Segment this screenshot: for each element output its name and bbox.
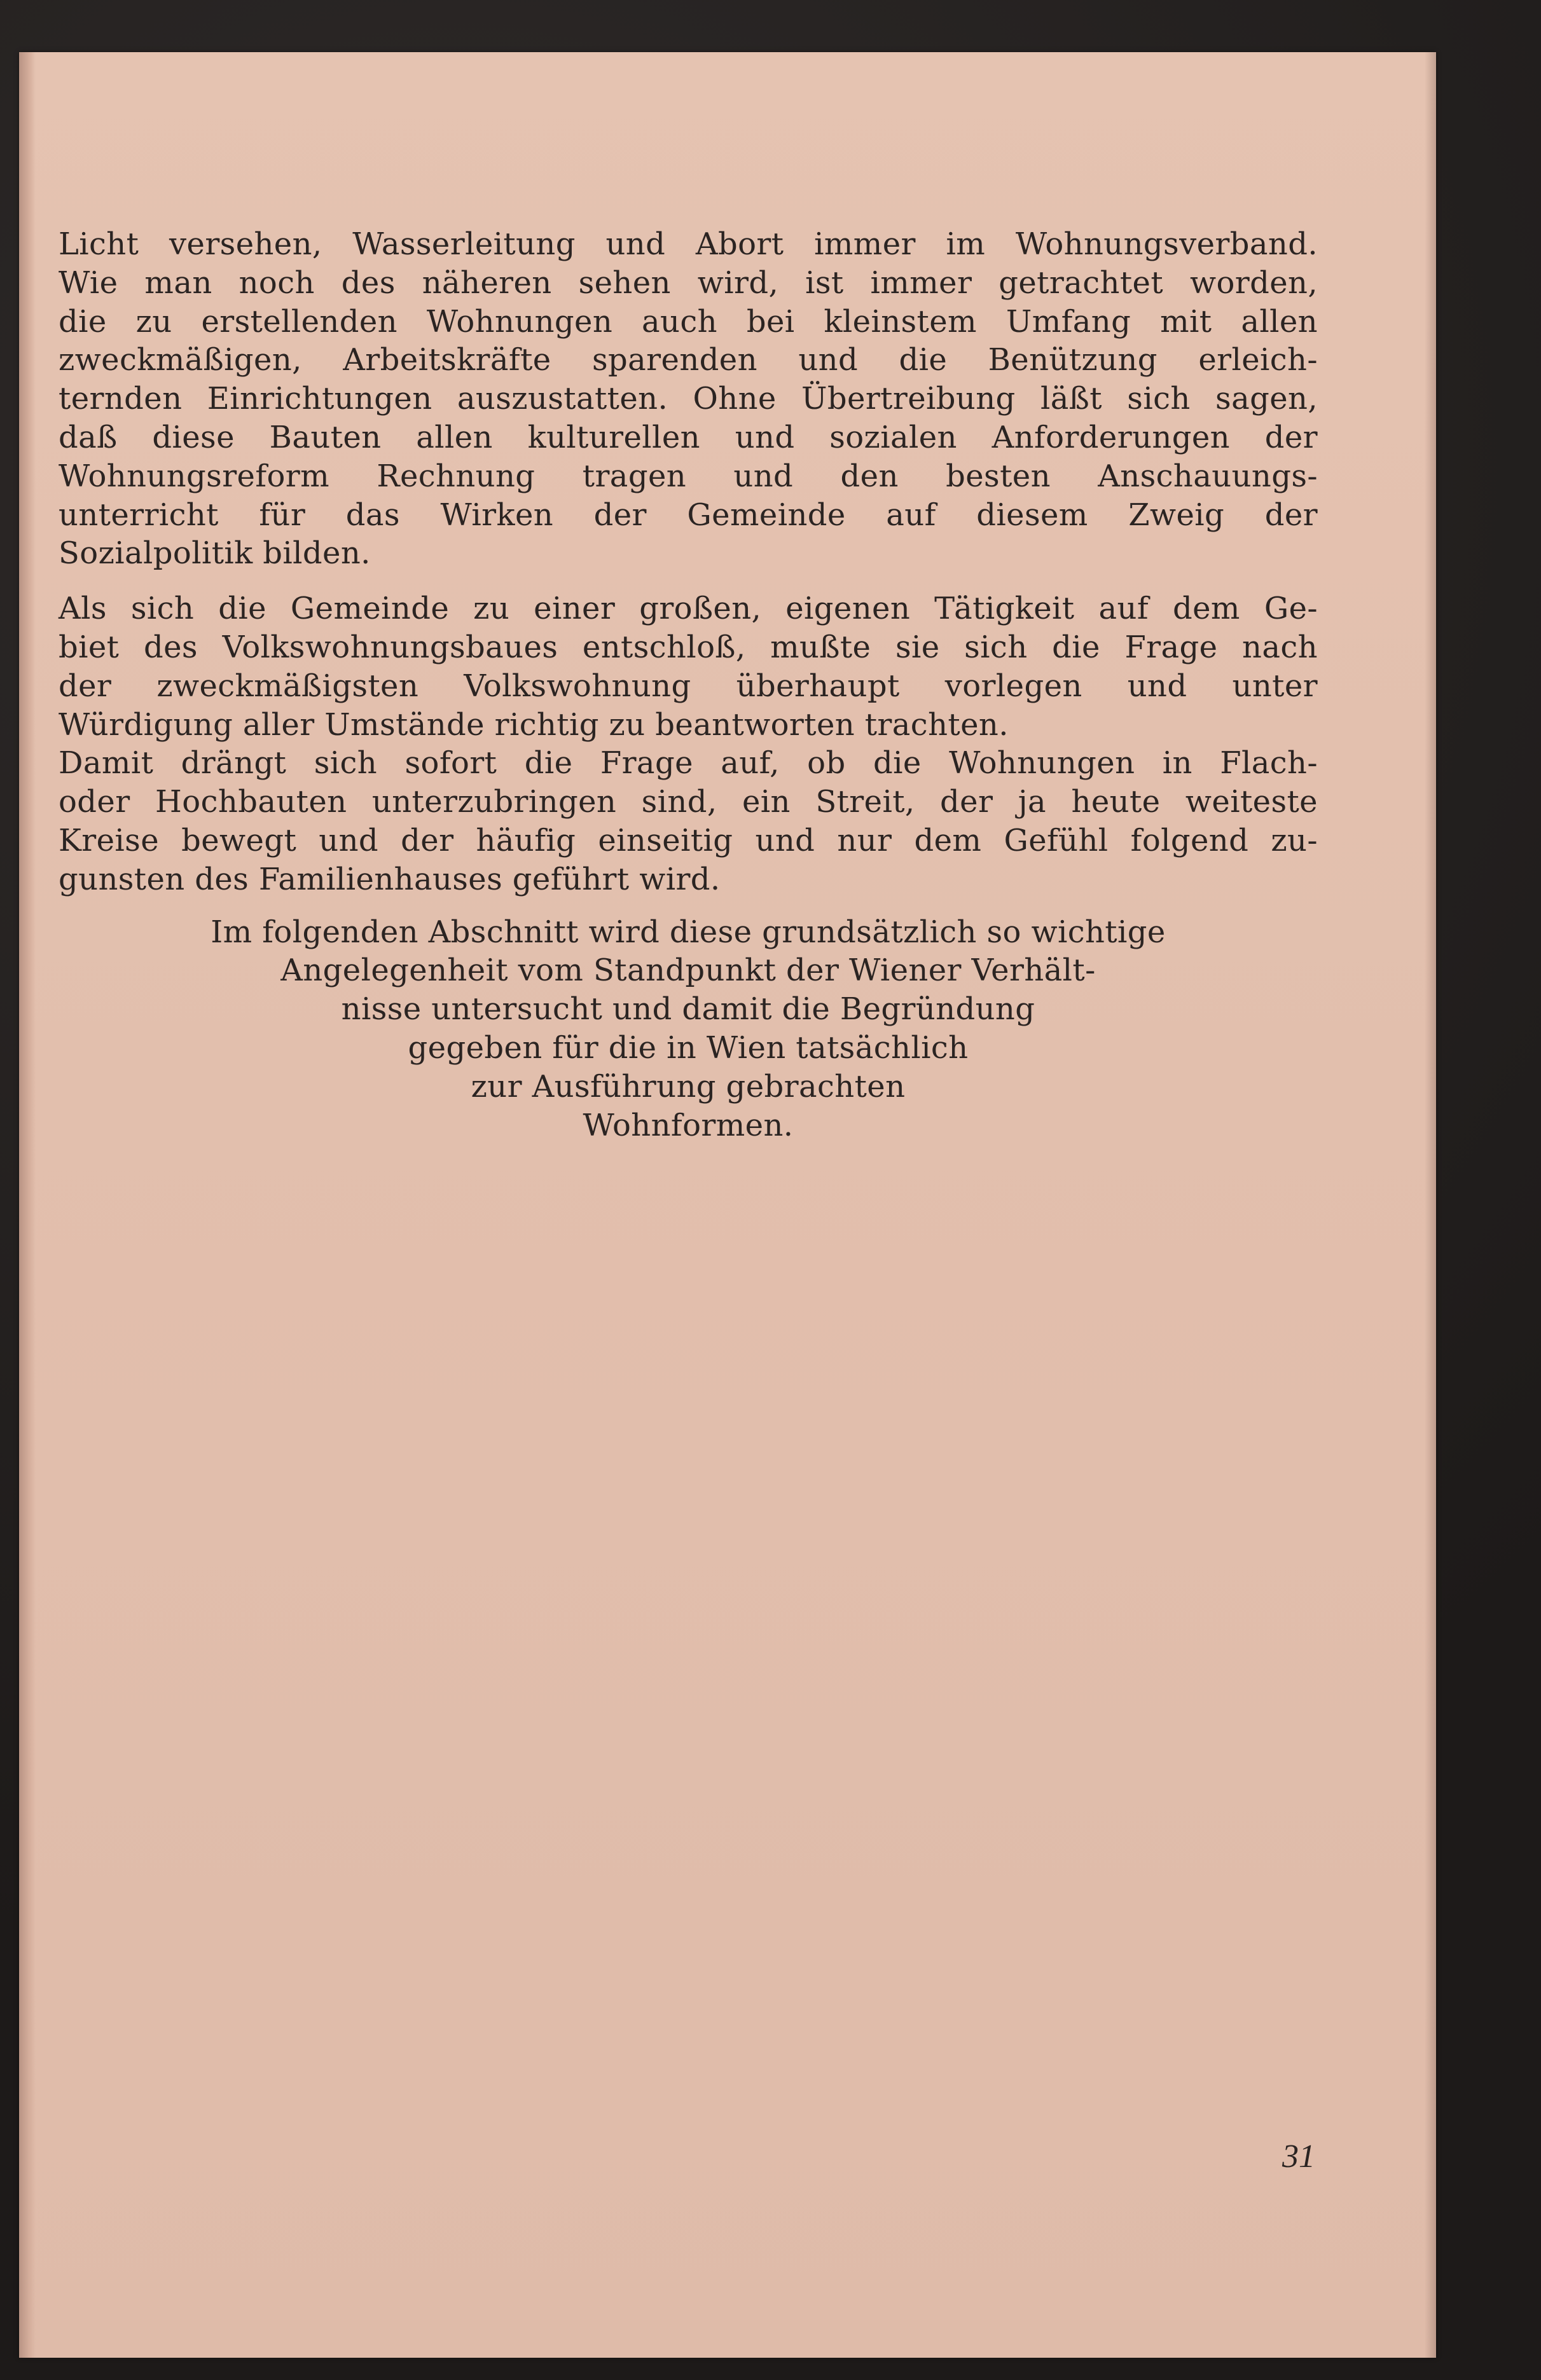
text-line: oder Hochbauten unterzubringen sind, ein Streit, der ja heute weiteste [59, 784, 1318, 820]
closing-line: nisse untersucht und damit die Begründung [341, 991, 1035, 1028]
page-binding-shadow [19, 52, 36, 2358]
closing-line: Im folgenden Abschnitt wird diese grundsätzlich so wichtige [211, 914, 1166, 950]
body-text [59, 225, 1318, 1145]
closing-note [59, 913, 1318, 1145]
paragraph-gap [59, 573, 1318, 589]
text-line: Sozialpolitik bilden. [59, 535, 371, 572]
book-page [19, 52, 1436, 2358]
text-line: Kreise bewegt und der häufig einseitig und nur dem Gefühl folgend zu- [59, 822, 1318, 858]
paragraph-2 [59, 589, 1318, 744]
text-line: Als sich die Gemeinde zu einer großen, eigenen Tätigkeit auf dem Ge- [59, 591, 1318, 627]
closing-line: zur Ausführung gebrachten [471, 1068, 906, 1104]
paragraph-1 [59, 225, 1318, 573]
closing-line: Angelegenheit vom Standpunkt der Wiener Verhält- [280, 953, 1096, 989]
closing-line: Wohnformen. [583, 1107, 794, 1143]
text-line: Wie man noch des näheren sehen wird, ist immer getrachtet worden, [59, 265, 1318, 301]
page-edge-shadow [1425, 52, 1436, 2358]
text-line: unterricht für das Wirken der Gemeinde auf diesem Zweig der [59, 497, 1318, 533]
paragraph-3 [59, 744, 1318, 898]
text-line: biet des Volkswohnungsbaues entschloß, mußte sie sich die Frage nach [59, 629, 1318, 665]
text-line: die zu erstellenden Wohnungen auch bei kleinstem Umfang mit allen [59, 303, 1318, 340]
text-line: zweckmäßigen, Arbeitskräfte sparenden und die Benützung erleich- [59, 342, 1318, 378]
page-number: 31 [1282, 2138, 1315, 2175]
text-line: ternden Einrichtungen auszustatten. Ohne Übertreibung läßt sich sagen, [59, 381, 1318, 417]
text-line: Licht versehen, Wasserleitung und Abort immer im Wohnungsverband. [59, 226, 1318, 262]
text-line: Wohnungsreform Rechnung tragen und den besten Anschauungs- [59, 458, 1318, 494]
text-line: daß diese Bauten allen kulturellen und sozialen Anforderungen der [59, 419, 1318, 455]
text-line: Damit drängt sich sofort die Frage auf, ob die Wohnungen in Flach- [59, 745, 1318, 781]
closing-line: gegeben für die in Wien tatsächlich [408, 1029, 969, 1066]
text-line: der zweckmäßigsten Volkswohnung überhaupt vorlegen und unter [59, 668, 1318, 704]
text-line: gunsten des Familienhauses geführt wird. [59, 861, 721, 897]
text-line: Würdigung aller Umstände richtig zu beantworten trachten. [59, 706, 1009, 743]
